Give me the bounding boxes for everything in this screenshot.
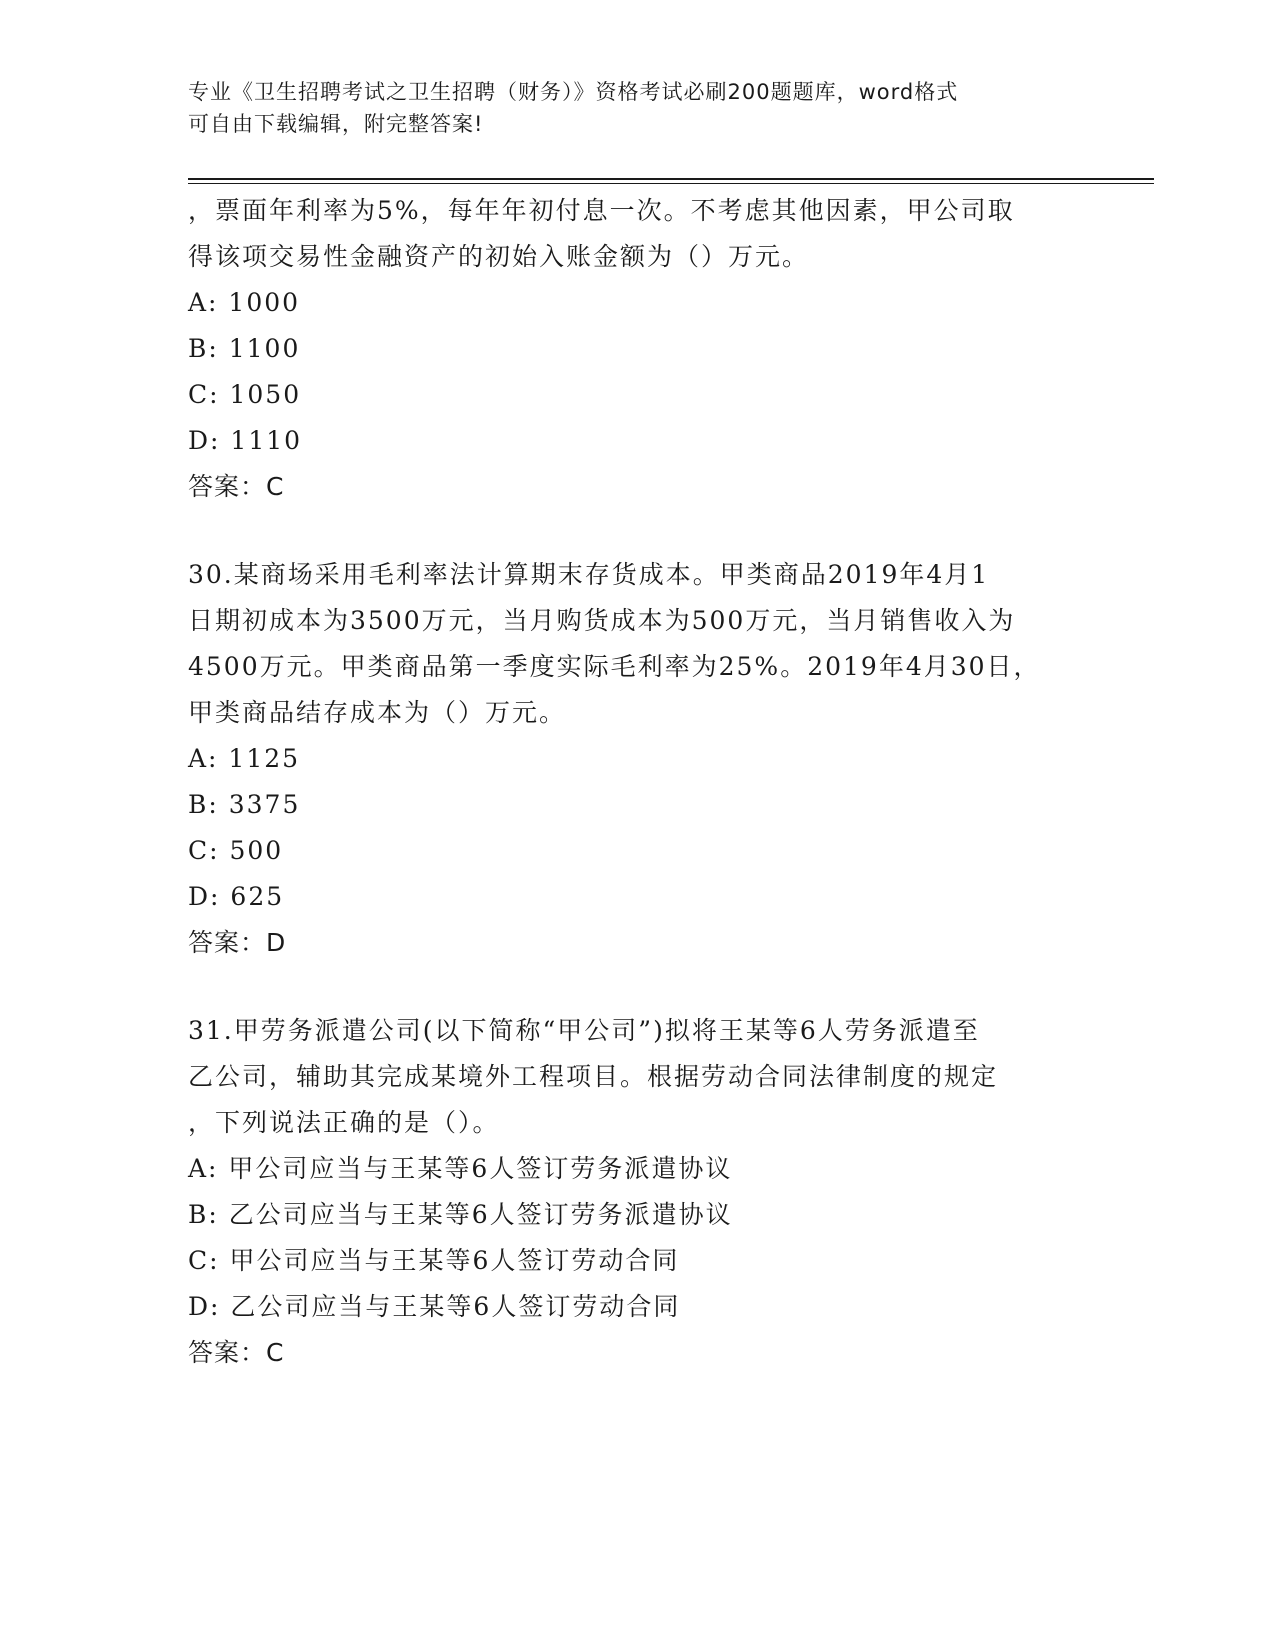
spacer xyxy=(188,510,1088,552)
question-stem-line: 得该项交易性金融资产的初始入账金额为（）万元。 xyxy=(188,242,810,271)
question-block xyxy=(188,552,1088,966)
option-d: D: 1110 xyxy=(188,426,303,455)
question-block xyxy=(188,1008,1088,1376)
option-c: C: 500 xyxy=(188,836,284,865)
option-b: B: 3375 xyxy=(188,790,301,819)
question-stem-line: 4500万元。甲类商品第一季度实际毛利率为25%。2019年4月30日， xyxy=(188,652,1041,681)
option-d: D: 乙公司应当与王某等6人签订劳动合同 xyxy=(188,1292,681,1321)
option-a: A: 甲公司应当与王某等6人签订劳务派遣协议 xyxy=(188,1154,733,1183)
header-line: 专业《卫生招聘考试之卫生招聘（财务）》资格考试必刷200题题库，word格式 xyxy=(188,80,959,104)
header-divider-thin xyxy=(188,183,1154,184)
question-stem-line: 31.甲劳务派遣公司(以下简称“甲公司”)拟将王某等6人劳务派遣至 xyxy=(188,1016,980,1045)
answer-line: 答案：D xyxy=(188,928,287,957)
question-stem-line: ，票面年利率为5%，每年年初付息一次。不考虑其他因素，甲公司取 xyxy=(188,196,1015,225)
question-stem-line: ，下列说法正确的是（）。 xyxy=(188,1108,500,1137)
option-c: C: 1050 xyxy=(188,380,302,409)
question-stem-line: 乙公司，辅助其完成某境外工程项目。根据劳动合同法律制度的规定 xyxy=(188,1062,999,1091)
answer-line: 答案：C xyxy=(188,472,285,501)
option-d: D: 625 xyxy=(188,882,285,911)
spacer xyxy=(188,966,1088,1008)
option-a: A: 1125 xyxy=(188,744,301,773)
header-line: 可自由下载编辑，附完整答案! xyxy=(188,112,484,136)
option-b: B: 乙公司应当与王某等6人签订劳务派遣协议 xyxy=(188,1200,733,1229)
document-body xyxy=(188,188,1088,1376)
question-stem-line: 甲类商品结存成本为（）万元。 xyxy=(188,698,567,727)
answer-line: 答案：C xyxy=(188,1338,285,1367)
option-c: C: 甲公司应当与王某等6人签订劳动合同 xyxy=(188,1246,680,1275)
question-stem-line: 30.某商场采用毛利率法计算期末存货成本。甲类商品2019年4月1 xyxy=(188,560,990,589)
header-divider xyxy=(188,178,1154,180)
question-stem-line: 日期初成本为3500万元，当月购货成本为500万元，当月销售收入为 xyxy=(188,606,1016,635)
question-block xyxy=(188,188,1088,510)
page-header xyxy=(188,76,1068,140)
option-a: A: 1000 xyxy=(188,288,301,317)
option-b: B: 1100 xyxy=(188,334,301,363)
